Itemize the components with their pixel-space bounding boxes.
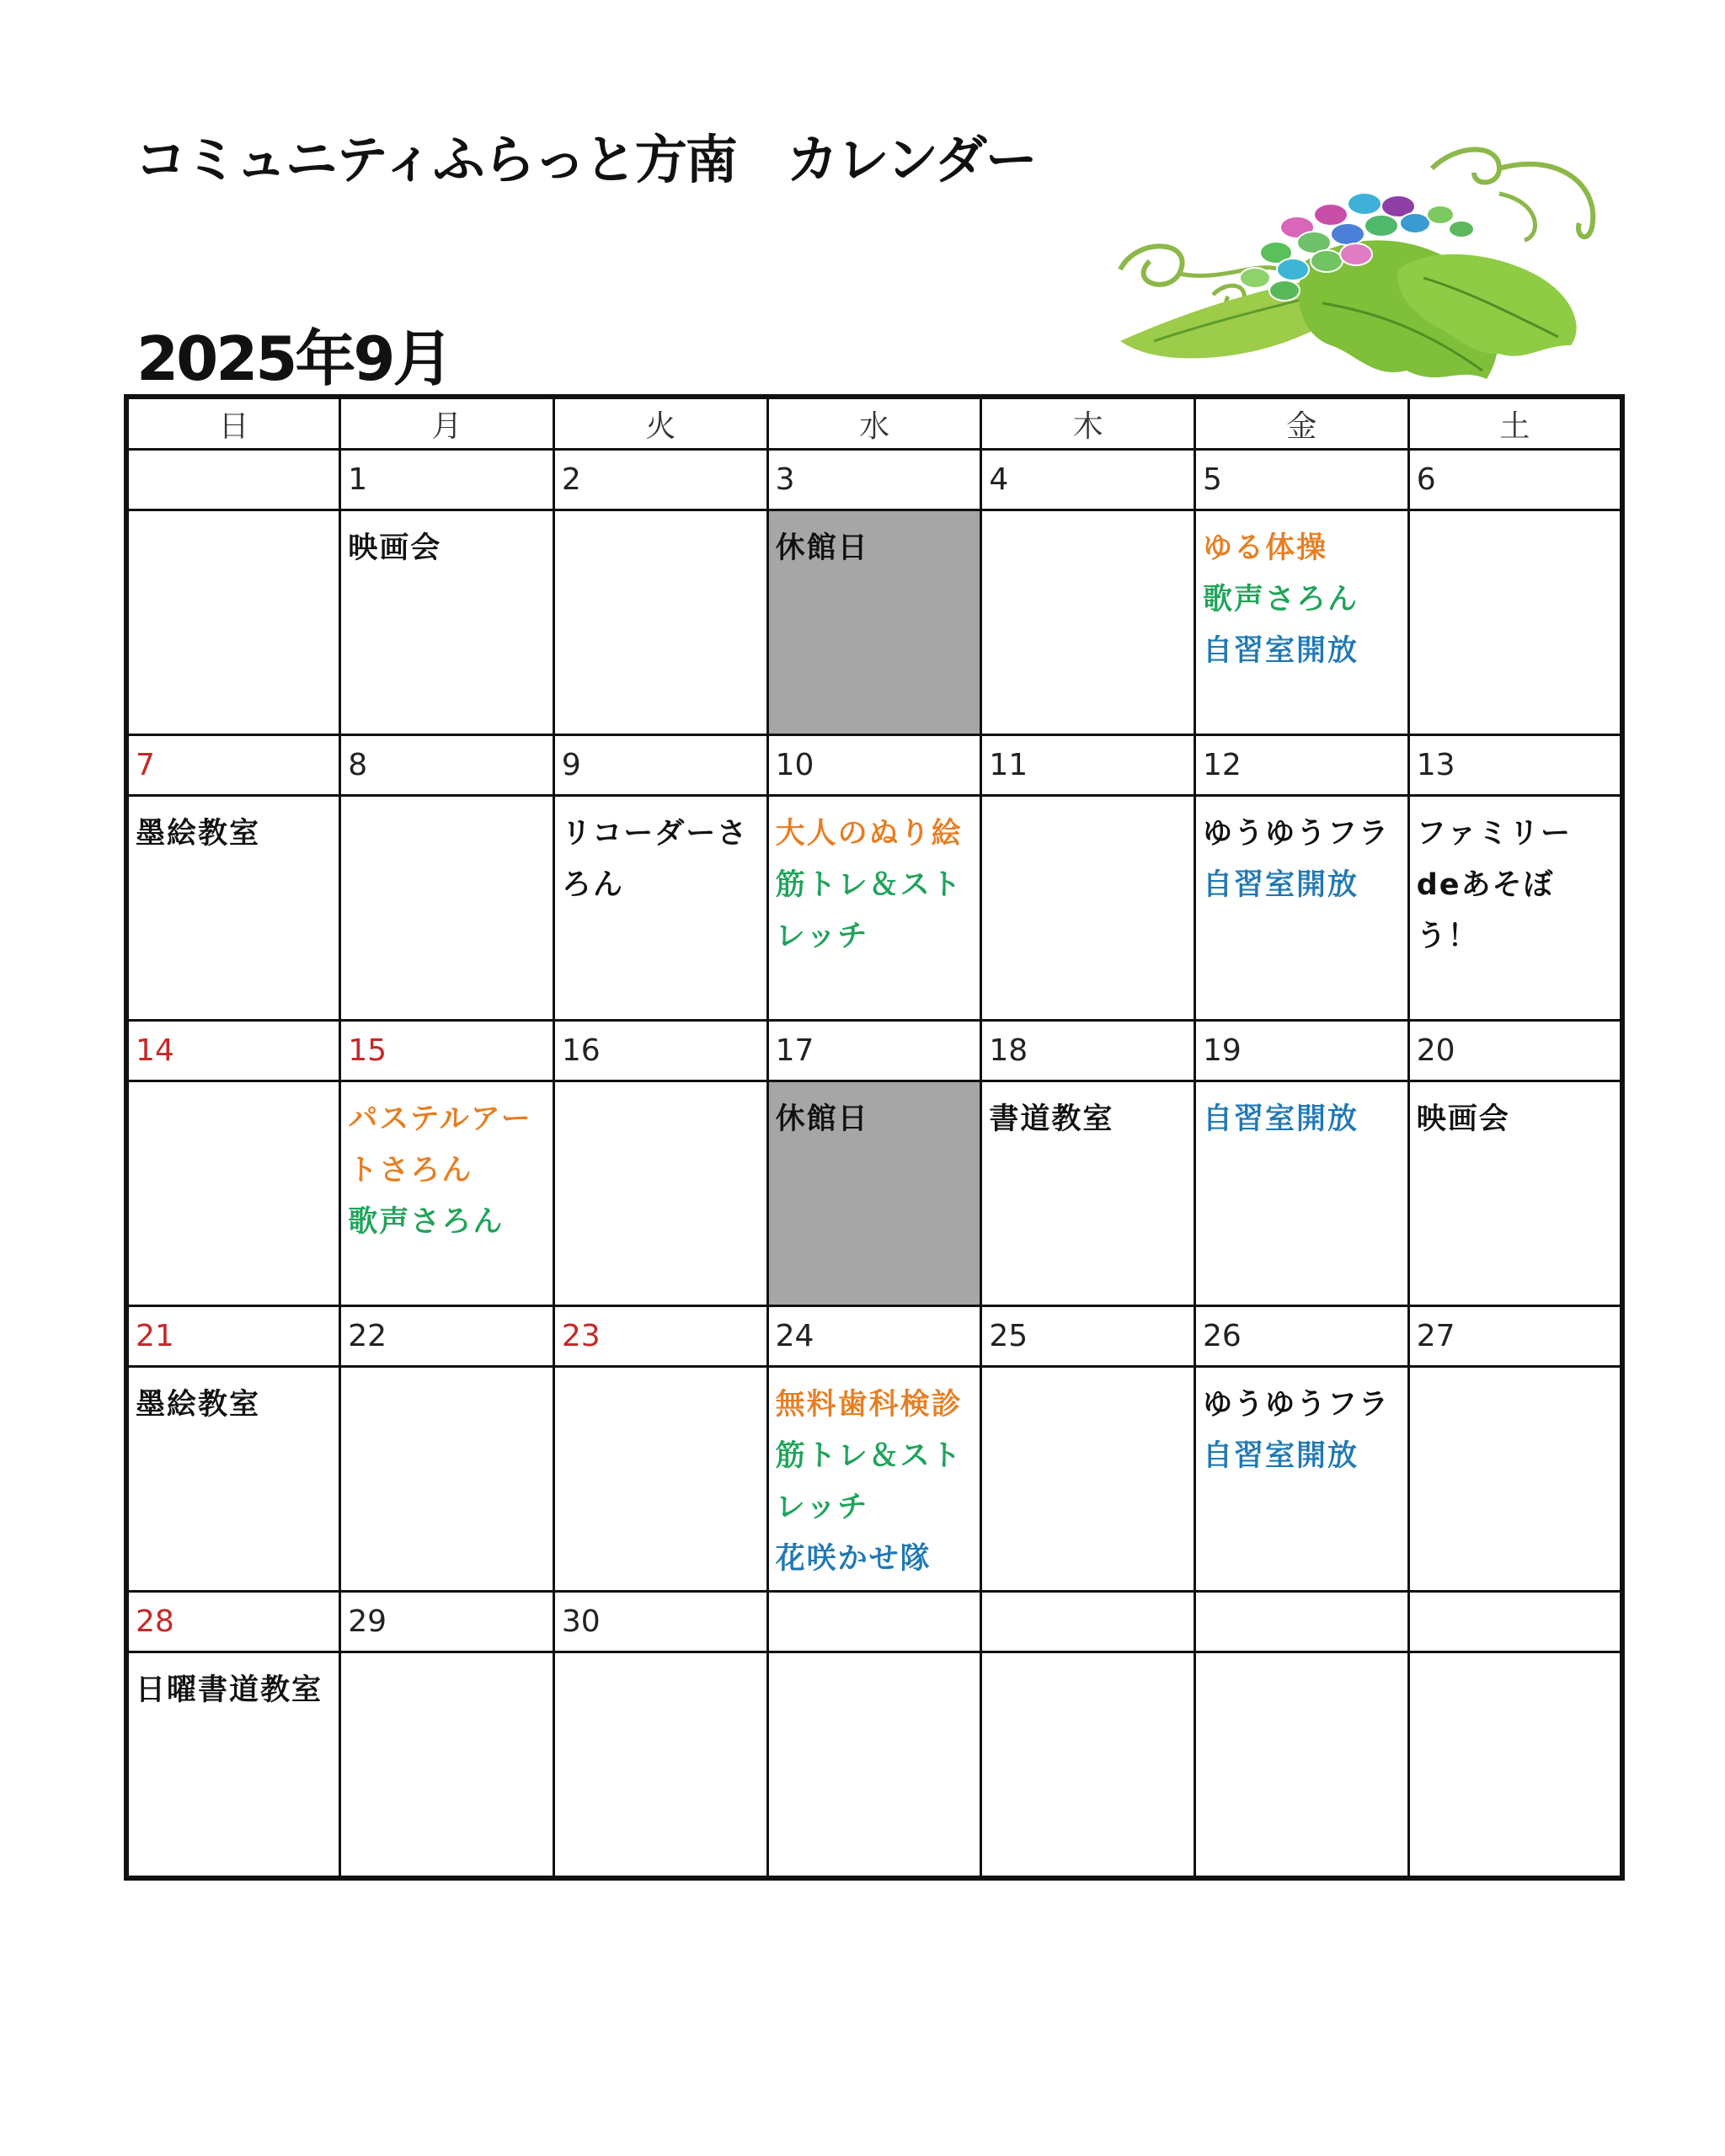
weekday-wed: 水 (767, 397, 981, 450)
day-cell-closed (767, 1081, 981, 1306)
event-label: 映画会 (348, 531, 442, 565)
day-cell (1195, 510, 1409, 735)
grape-vine-leaf-icon (1103, 135, 1617, 387)
event-label: ゆうゆうフラ (1203, 817, 1391, 851)
day-number: 3 (767, 450, 981, 510)
event-label: 筋トレ＆ストレッチ (775, 1439, 963, 1524)
date-row (126, 1021, 1622, 1081)
weekday-sat: 土 (1408, 397, 1622, 450)
day-cell (981, 1081, 1195, 1306)
day-number: 10 (767, 735, 981, 796)
date-row (126, 1306, 1622, 1367)
calendar-grid (124, 394, 1625, 1881)
day-number: 14 (126, 1021, 340, 1081)
event-label: リコーダーさろん (561, 817, 749, 902)
day-cell (981, 796, 1195, 1021)
day-cell (340, 1081, 554, 1306)
weekday-fri: 金 (1195, 397, 1409, 450)
day-cell (981, 510, 1195, 735)
event-label: ゆうゆうフラ (1203, 1388, 1391, 1422)
day-cell (1408, 1081, 1622, 1306)
weekday-thu: 木 (981, 397, 1195, 450)
day-number (126, 450, 340, 510)
day-number: 11 (981, 735, 1195, 796)
event-label: 大人のぬり絵 (775, 817, 963, 851)
event-label: 歌声さろん (1203, 583, 1359, 616)
day-cell (340, 1367, 554, 1592)
day-number: 20 (1408, 1021, 1622, 1081)
day-cell (553, 796, 767, 1021)
day-number: 21 (126, 1306, 340, 1367)
day-cell (1408, 1652, 1622, 1879)
event-label: ゆる体操 (1203, 531, 1328, 565)
day-number: 12 (1195, 735, 1409, 796)
day-cell (126, 1367, 340, 1592)
day-number: 13 (1408, 735, 1622, 796)
date-row (126, 1592, 1622, 1652)
day-number: 6 (1408, 450, 1622, 510)
event-label: ファミリーdeあそぼう！ (1416, 817, 1573, 953)
day-number: 16 (553, 1021, 767, 1081)
day-cell (767, 1652, 981, 1879)
day-number: 23 (553, 1306, 767, 1367)
day-cell (340, 796, 554, 1021)
day-number: 17 (767, 1021, 981, 1081)
weekday-sun: 日 (126, 397, 340, 450)
event-label: 筋トレ＆ストレッチ (775, 868, 963, 953)
day-number: 4 (981, 450, 1195, 510)
day-cell (981, 1367, 1195, 1592)
day-cell (981, 1652, 1195, 1879)
day-cell (126, 510, 340, 735)
date-row (126, 735, 1622, 796)
day-cell (767, 1367, 981, 1592)
day-cell (340, 1652, 554, 1879)
day-cell (126, 1652, 340, 1879)
day-number: 15 (340, 1021, 554, 1081)
day-cell (340, 510, 554, 735)
event-label: 花咲かせ隊 (775, 1542, 932, 1576)
event-row (126, 1367, 1622, 1592)
day-cell (1408, 510, 1622, 735)
day-number: 24 (767, 1306, 981, 1367)
event-label: 映画会 (1416, 1102, 1510, 1136)
event-label: 墨絵教室 (136, 817, 261, 851)
event-label: 無料歯科検診 (775, 1388, 963, 1422)
day-number: 27 (1408, 1306, 1622, 1367)
event-label: 自習室開放 (1203, 634, 1359, 668)
day-number: 29 (340, 1592, 554, 1652)
day-number (1195, 1592, 1409, 1652)
day-number: 2 (553, 450, 767, 510)
weekday-tue: 火 (553, 397, 767, 450)
day-number: 18 (981, 1021, 1195, 1081)
event-label: 休館日 (775, 1102, 869, 1136)
day-number: 1 (340, 450, 554, 510)
day-number: 7 (126, 735, 340, 796)
day-cell (1195, 1081, 1409, 1306)
day-cell (1195, 1367, 1409, 1592)
event-label: 日曜書道教室 (136, 1673, 323, 1707)
day-number (981, 1592, 1195, 1652)
day-cell (553, 1081, 767, 1306)
day-cell (553, 1367, 767, 1592)
day-cell (553, 1652, 767, 1879)
event-row (126, 1652, 1622, 1879)
day-cell-closed (767, 510, 981, 735)
day-number: 25 (981, 1306, 1195, 1367)
day-number: 28 (126, 1592, 340, 1652)
day-cell (553, 510, 767, 735)
day-number: 5 (1195, 450, 1409, 510)
event-label: 歌声さろん (348, 1205, 505, 1239)
day-cell (1408, 796, 1622, 1021)
day-number (1408, 1592, 1622, 1652)
weekday-header-row (126, 397, 1622, 450)
event-label: パステルアートさろん (348, 1102, 532, 1187)
day-number: 8 (340, 735, 554, 796)
day-number: 19 (1195, 1021, 1409, 1081)
event-label: 墨絵教室 (136, 1388, 261, 1422)
event-row (126, 1081, 1622, 1306)
weekday-mon: 月 (340, 397, 554, 450)
day-number: 22 (340, 1306, 554, 1367)
day-number: 30 (553, 1592, 767, 1652)
event-label: 自習室開放 (1203, 1439, 1359, 1473)
day-cell (126, 1081, 340, 1306)
day-cell (1408, 1367, 1622, 1592)
event-label: 自習室開放 (1203, 1102, 1359, 1136)
calendar-body (126, 450, 1622, 1879)
day-number (767, 1592, 981, 1652)
page-title: コミュニティふらっと方南 カレンダー (135, 129, 1036, 190)
month-heading: 2025年9月 (136, 323, 451, 394)
event-label: 自習室開放 (1203, 868, 1359, 902)
event-label: 書道教室 (989, 1102, 1114, 1136)
day-cell (126, 796, 340, 1021)
event-row (126, 510, 1622, 735)
event-row (126, 796, 1622, 1021)
day-cell (767, 796, 981, 1021)
event-label: 休館日 (775, 531, 869, 565)
day-number: 9 (553, 735, 767, 796)
day-cell (1195, 1652, 1409, 1879)
day-cell (1195, 796, 1409, 1021)
date-row (126, 450, 1622, 510)
day-number: 26 (1195, 1306, 1409, 1367)
